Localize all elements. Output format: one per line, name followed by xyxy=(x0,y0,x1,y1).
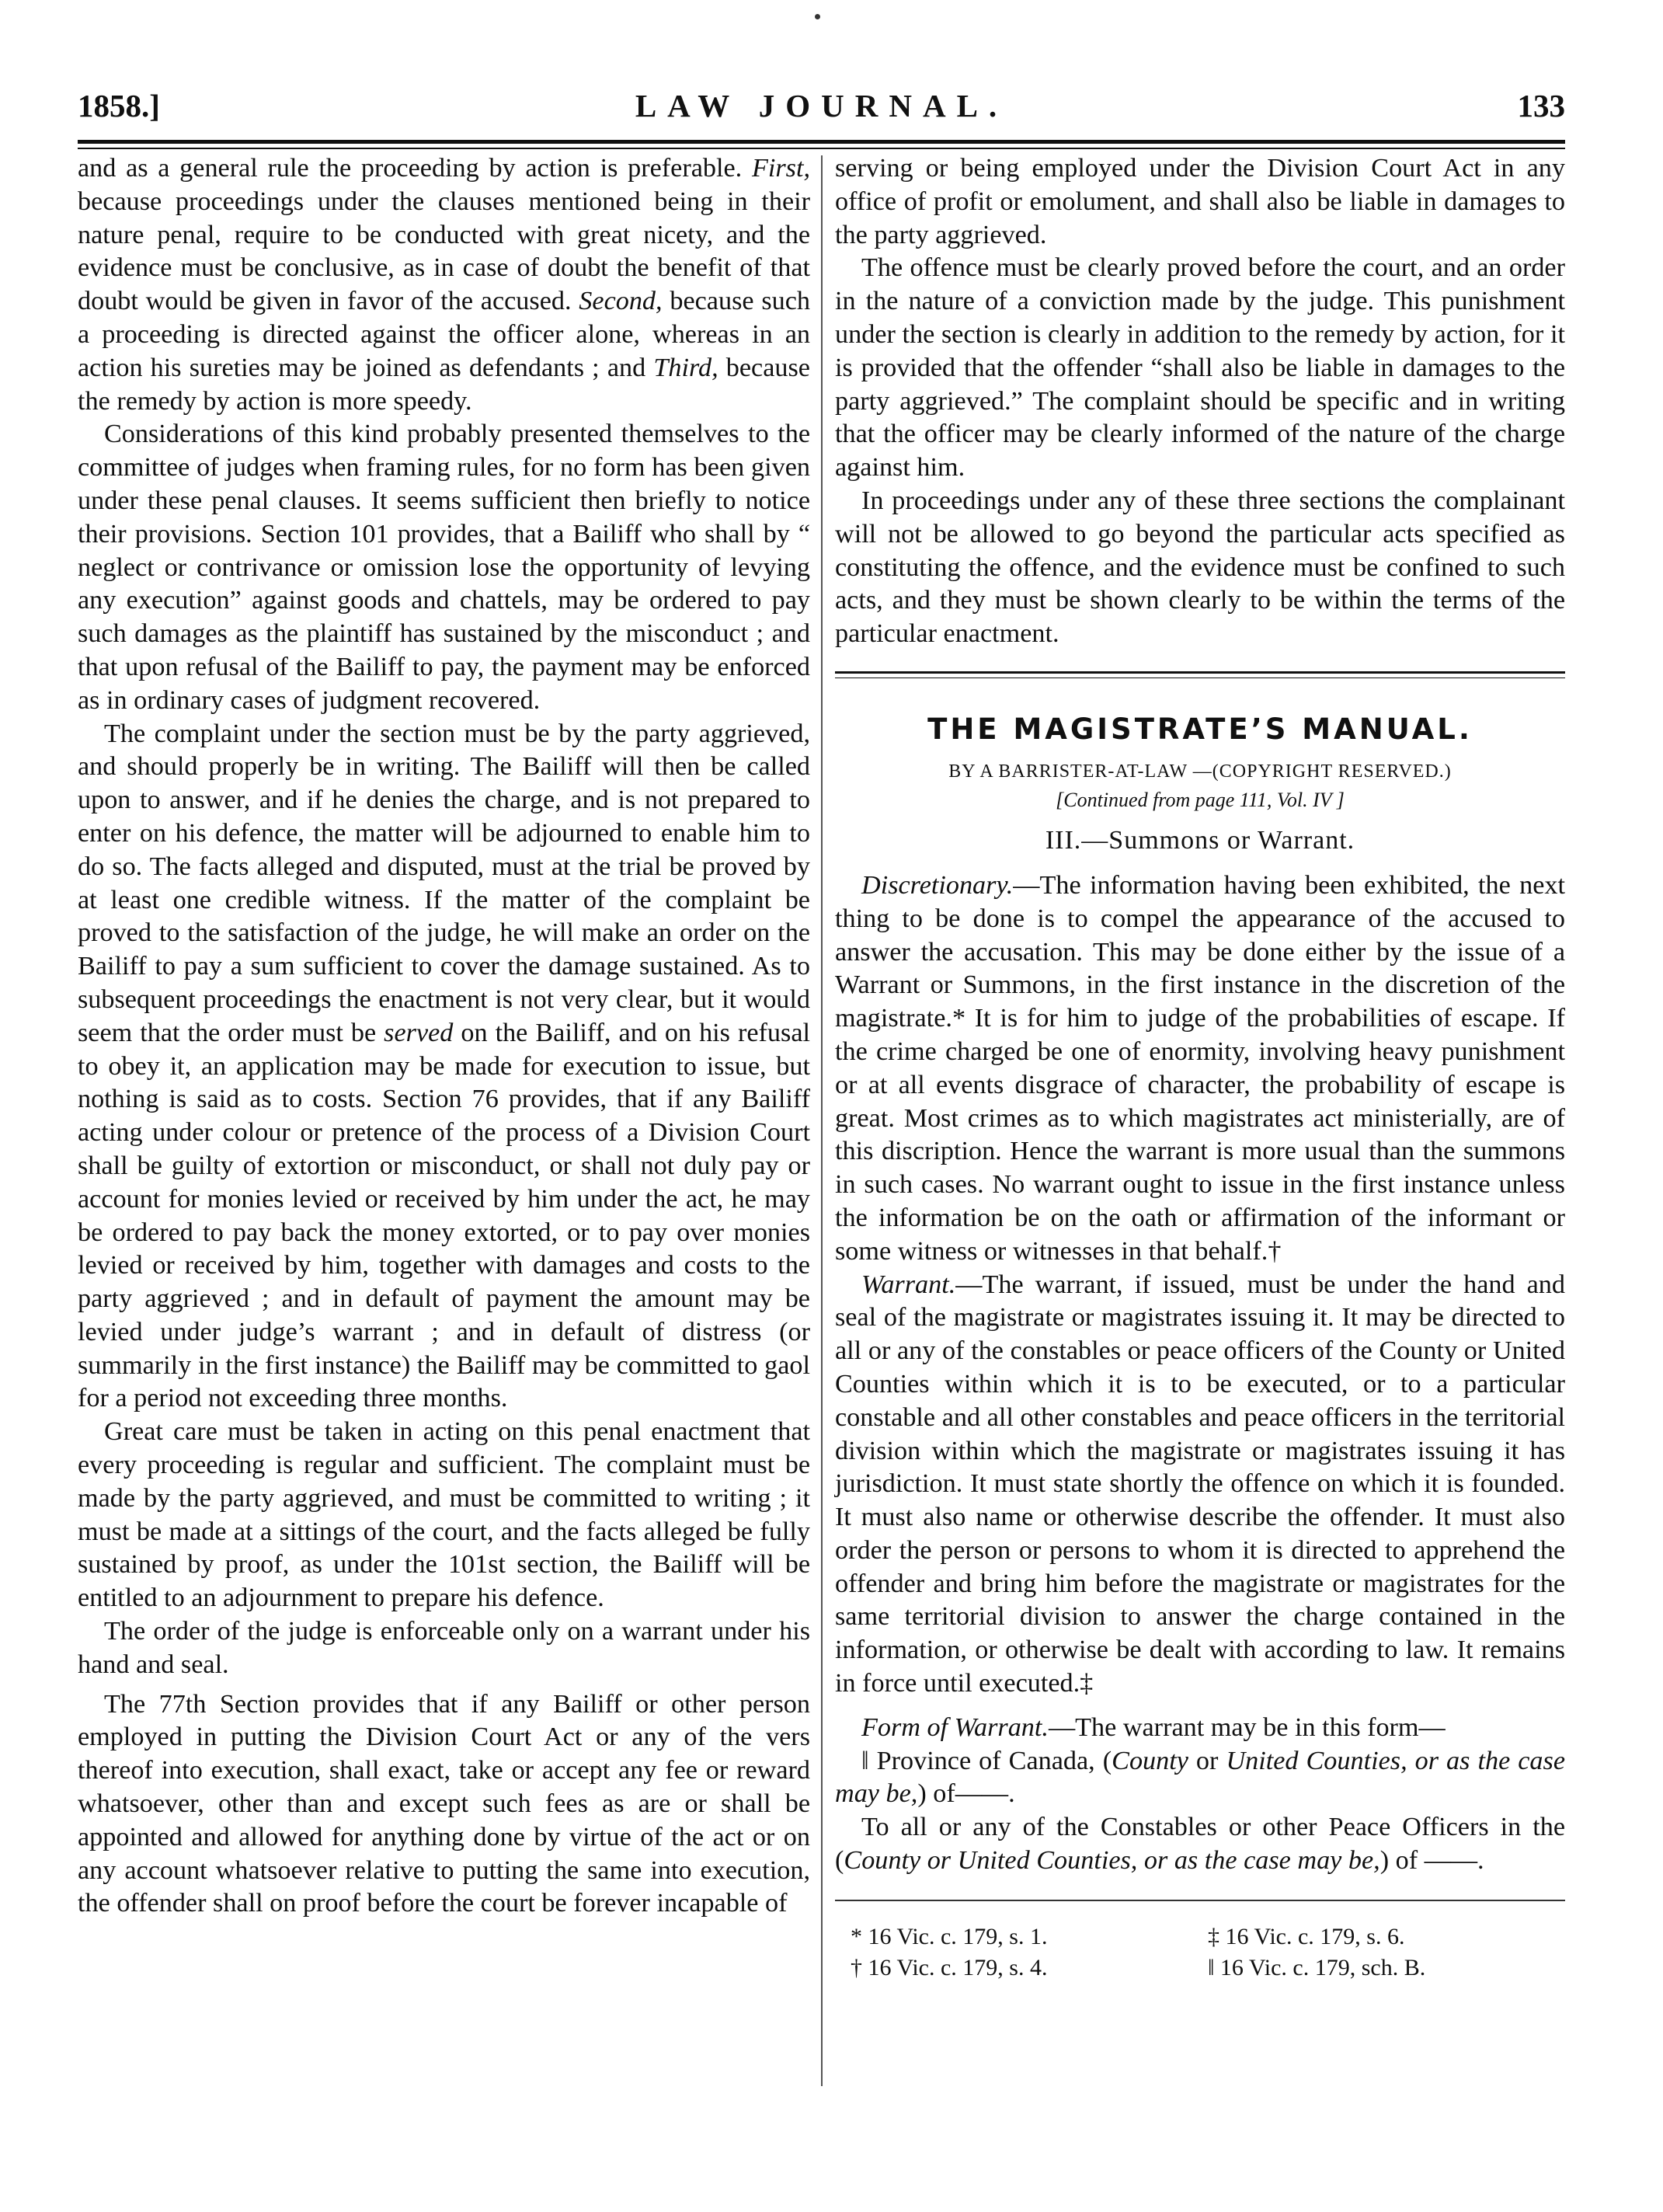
left-column xyxy=(78,152,810,1921)
right-paragraph-province: ‖ Province of Canada, (County or United Counties, or as the case may be,) of——. xyxy=(835,1746,1566,1809)
footnote-1: * 16 Vic. c. 179, s. 1. xyxy=(851,1923,1048,1949)
right-paragraph-3: In proceedings under any of these three sections the complainant will not be allowed to go beyond the particular acts specified as constituting the offence, and the evidence must be confined to such acts, and they must be shown clearly to be within the terms of the particular enactment. xyxy=(835,486,1565,649)
right-column xyxy=(835,152,1565,1984)
right-paragraph-1: serving or being employed under the Division Court Act in any office of profit or emolument, and shall also be liable in damages to the party aggrieved. xyxy=(835,154,1565,249)
header-rule-thick xyxy=(78,140,1565,144)
right-paragraph-2: The offence must be clearly proved before the court, and an order in the nature of a conviction made by the judge. This punishment under the section is clearly in addition to the remedy by action, for it is provided that the offender “shall also be liable in damages to the party aggrieved.” The complaint should be specific and in writing that the officer may be clearly informed of the nature of the charge against him. xyxy=(835,253,1565,482)
stray-dot xyxy=(815,14,820,19)
left-paragraph-1: and as a general rule the proceeding by action is preferable. First, because proceedings under the clauses mentioned being in their nature penal, require to be conducted with great nicety, and the evidence must be conclusive, as in case of doubt the benefit of that doubt would be given in favor of the accused. Second, because such a proceeding is directed against the officer alone, whereas in an action his sureties may be joined as defendants ; and Third, because the remedy by action is more speedy. xyxy=(78,154,810,416)
footnote-2: † 16 Vic. c. 179, s. 4. xyxy=(851,1954,1048,1980)
footnote-3: ‡ 16 Vic. c. 179, s. 6. xyxy=(1208,1923,1405,1949)
journal-title: LAW JOURNAL. xyxy=(635,88,1008,124)
header-rule-thin xyxy=(78,148,1565,149)
section-byline: BY A BARRISTER-AT-LAW —(COPYRIGHT RESERVED.) xyxy=(948,761,1452,782)
continued-note: [Continued from page 111, Vol. IV ] xyxy=(1056,788,1345,811)
left-paragraph-4: Great care must be taken in acting on this penal enactment that every proceeding is regular and sufficient. The complaint must be made by the party aggrieved, and must be committed to writing ; it must be made at a sittings of the court, and the facts alleged be fully sustained by proof, as under the 101st section, the Bailiff will be entitled to an adjournment to prepare his defence. xyxy=(78,1417,810,1613)
column-divider xyxy=(821,155,823,2086)
right-paragraph-warrant: Warrant.—The warrant, if issued, must be under the hand and seal of the magistrate or magistrates issuing it. It may be directed to all or any of the constables or peace officers of the County or United Counties within which it is to be executed, or to a particular constable and all other constables and peace officers in the territorial division within which the magistrate or magistrates issuing it has jurisdiction. It must state shortly the offence on which it is founded. It must also name or otherwise describe the offender. It must also order the person or persons to whom it is directed to apprehend the offender and bring him before the magistrate or magistrates for the same territorial division to answer the charge contained in the information, or otherwise be dealt with according to law. It remains in force until executed.‡ xyxy=(835,1270,1565,1698)
right-paragraph-to-constables: To all or any of the Constables or other Peace Officers in the (County or United Counties, or as the case may be,) of ——. xyxy=(835,1813,1565,1876)
left-paragraph-5: The order of the judge is enforceable only on a warrant under his hand and seal. xyxy=(78,1617,810,1679)
left-paragraph-6: The 77th Section provides that if any Bailiff or other person employed in putting the Division Court Act or any of the vers thereof into execution, shall exact, take or accept any fee or reward whatsoever, other than and except such fees as are or shall be appointed and allowed for anything done by virtue of the act or on any account whatsoever relative to putting the same into execution, the offender shall on proof before the court be forever incapable of xyxy=(78,1689,810,1918)
subsection-heading: III.—Summons or Warrant. xyxy=(1045,825,1355,855)
right-paragraph-discretionary: Discretionary.—The information having been exhibited, the next thing to be done is to compel the appearance of the accused to answer the accusation. This may be done either by the issue of a Warrant or Summons, in the first instance in the discretion of the magistrate.* It is for him to judge of the probabilities of escape. If the crime charged be one of enormity, involving heavy punishment or at all events disgrace of character, the probability of escape is great. Most crimes as to which magistrates act ministerially, are of this discription. Hence the warrant is more usual than the summons in such cases. No warrant ought to issue in the first instance unless the information be on the oath or affirmation of the informant or some witness or witnesses in that behalf.† xyxy=(835,870,1565,1266)
page-header xyxy=(78,87,1565,134)
section-title: THE MAGISTRATE’S MANUAL. xyxy=(927,712,1473,746)
section-rule-thick xyxy=(835,671,1565,674)
left-paragraph-2: Considerations of this kind probably presented themselves to the committee of judges when framing rules, for no form has been given under these penal clauses. It seems sufficient then briefly to notice their provisions. Section 101 provides, that a Bailiff who shall by “ neglect or contrivance or omission lose the opportunity of levying any execution” against goods and chattels, may be ordered to pay such damages as the plaintiff has sustained by the misconduct ; and that upon refusal of the Bailiff to pay, the payment may be enforced as in ordinary cases of judgment recovered. xyxy=(78,420,810,715)
footnote-rule xyxy=(835,1900,1565,1901)
header-year: 1858.] xyxy=(78,88,160,124)
footnote-4: ‖ 16 Vic. c. 179, sch. B. xyxy=(1208,1954,1426,1980)
footnotes xyxy=(835,1921,1565,1984)
right-paragraph-form-of-warrant: Form of Warrant.—The warrant may be in this form— xyxy=(861,1712,1446,1742)
left-paragraph-3: The complaint under the section must be by the party aggrieved, and should properly be in writing. The Bailiff will then be called upon to answer, and if he denies the charge, and is not prepared to enter on his defence, the matter will be adjourned to enable him to do so. The facts alleged and disputed, must at the trial be proved by at least one credible witness. If the matter of the complaint be proved to the satisfaction of the judge, he will make an order on the Bailiff to pay a sum sufficient to cover the damage sustained. As to subsequent proceedings the enactment is not very clear, but it would seem that the order must be served on the Bailiff, and on his refusal to obey it, an application may be made for execution to issue, but nothing is said as to costs. Section 76 provides, that if any Bailiff acting under colour or pretence of the process of a Division Court shall be guilty of extortion or misconduct, or shall not duly pay or account for monies levied or received by him under the act, he may be ordered to pay back the money extorted, or to pay over monies levied or received by him, together with damages and costs to the party aggrieved ; and in default of payment the amount may be levied under judge’s warrant ; and in default of distress (or summarily in the first instance) the Bailiff may be committed to gaol for a period not exceeding three months. xyxy=(78,719,810,1413)
page-number: 133 xyxy=(1517,88,1565,124)
